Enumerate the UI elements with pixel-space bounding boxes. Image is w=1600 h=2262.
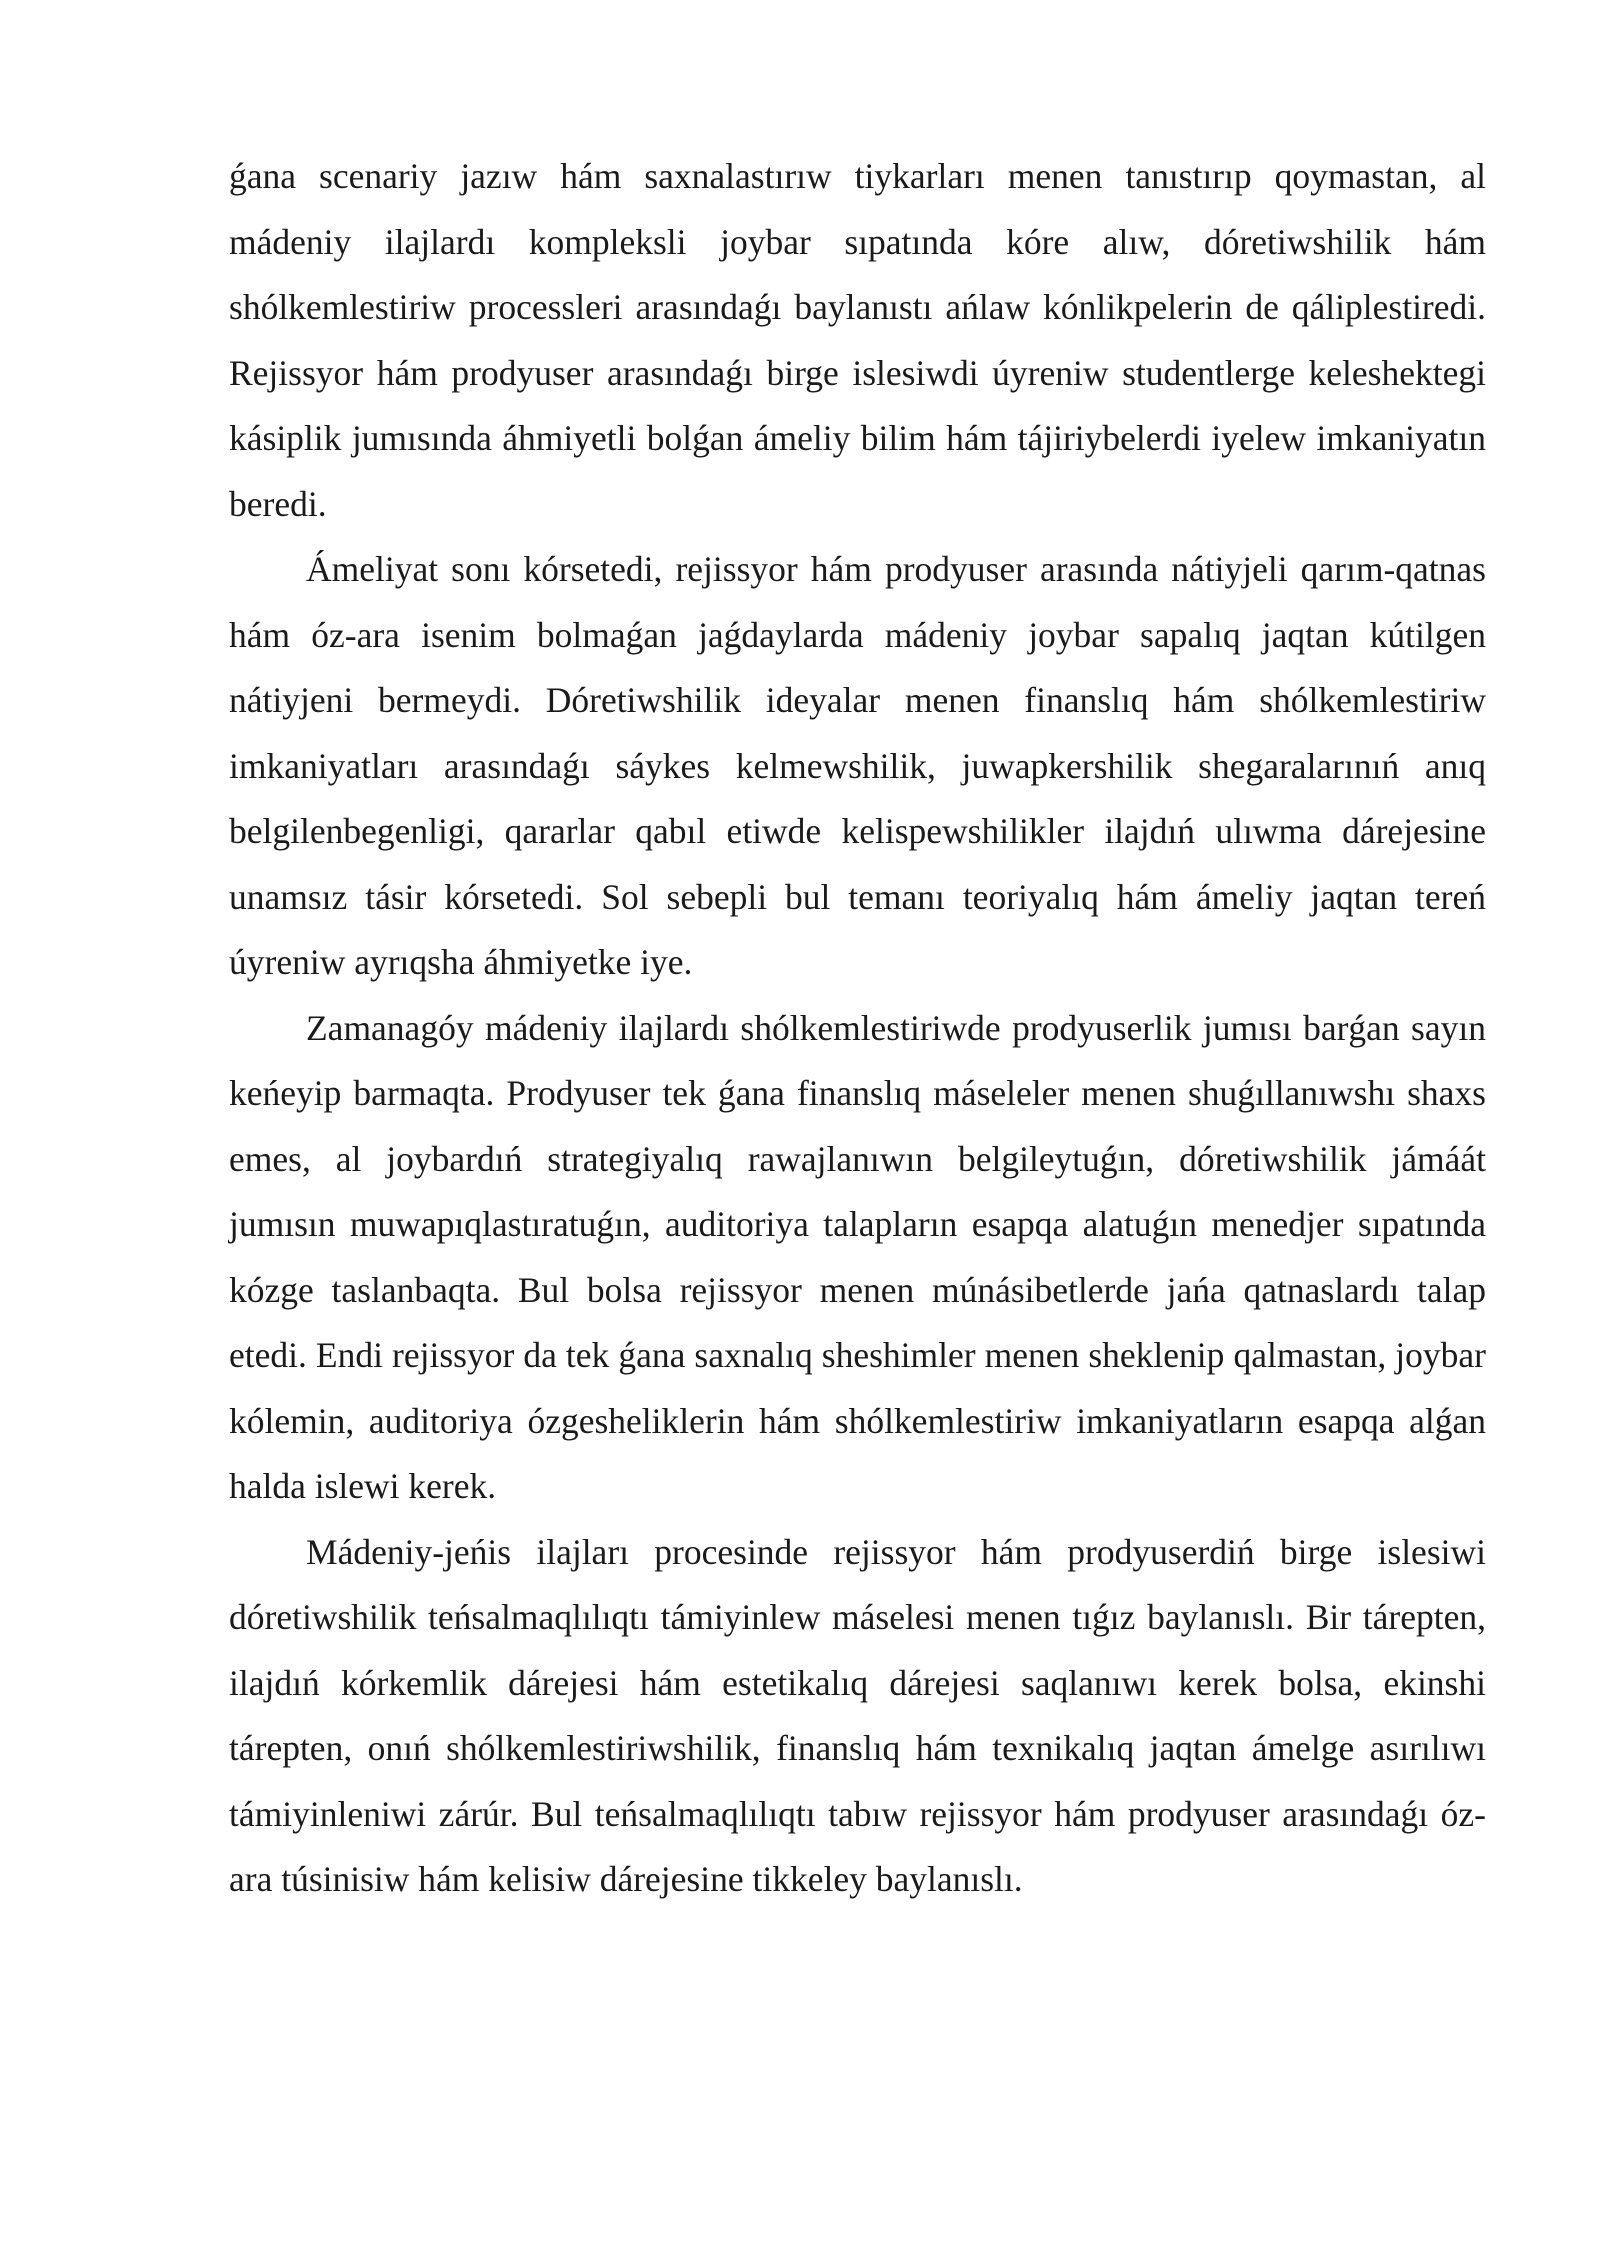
- paragraph-1: ǵana scenariy jazıw hám saxnalastırıw tiykarları menen tanıstırıp qoymastan, al mádeniy ilajlardı kompleksli joybar sıpatında kóre alıw, dóretiwshilik hám shólkemlestiriw processleri arasındaǵı baylanıstı ańlaw kónlikpelerin de qáliplestiredi. Rejissyor hám prodyuser arasındaǵı birge islesiwdi úyreniw studentlerge keleshektegi kásiplik jumısında áhmiyetli bolǵan ámeliy bilim hám tájiriybelerdi iyelew imkaniyatın beredi.: [229, 156, 1486, 524]
- paragraph-3: Zamanagóy mádeniy ilajlardı shólkemlestiriwde prodyuserlik jumısı barǵan sayın keńeyip barmaqta. Prodyuser tek ǵana finanslıq máseleler menen shuǵıllanıwshı shaxs emes, al joybardıń strategiyalıq rawajlanıwın belgileytuǵın, dóretiwshilik jámáát jumısın muwapıqlastıratuǵın, auditoriya talapların esapqa alatuǵın menedjer sıpatında kózge taslanbaqta. Bul bolsa rejissyor menen múnásibetlerde jańa qatnaslardı talap etedi. Endi rejissyor da tek ǵana saxnalıq sheshimler menen sheklenip qalmastan, joybar kólemin, auditoriya ózgesheliklerin hám shólkemlestiriw imkaniyatların esapqa alǵan halda islewi kerek.: [229, 1007, 1486, 1506]
- document-body: [229, 144, 1486, 1913]
- paragraph-2: Ámeliyat sonı kórsetedi, rejissyor hám prodyuser arasında nátiyjeli qarım-qatnas hám óz-ara isenim bolmaǵan jaǵdaylarda mádeniy joybar sapalıq jaqtan kútilgen nátiyjeni bermeydi. Dóretiwshilik ideyalar menen finanslıq hám shólkemlestiriw imkaniyatları arasındaǵı sáykes kelmewshilik, juwapkershilik shegaralarınıń anıq belgilenbegenligi, qararlar qabıl etiwde kelispewshilikler ilajdıń ulıwma dárejesine unamsız tásir kórsetedi. Sol sebepli bul temanı teoriyalıq hám ámeliy jaqtan tereń úyreniw ayrıqsha áhmiyetke iye.: [229, 549, 1486, 982]
- paragraph-4: Mádeniy-jeńis ilajları procesinde rejissyor hám prodyuserdiń birge islesiwi dóretiwshilik teńsalmaqlılıqtı támiyinlew máselesi menen tıǵız baylanıslı. Bir tárepten, ilajdıń kórkemlik dárejesi hám estetikalıq dárejesi saqlanıwı kerek bolsa, ekinshi tárepten, onıń shólkemlestiriwshilik, finanslıq hám texnikalıq jaqtan ámelge asırılıwı támiyinleniwi zárúr. Bul teńsalmaqlılıqtı tabıw rejissyor hám prodyuser arasındaǵı óz-ara túsinisiw hám kelisiw dárejesine tikkeley baylanıslı.: [229, 1531, 1486, 1899]
